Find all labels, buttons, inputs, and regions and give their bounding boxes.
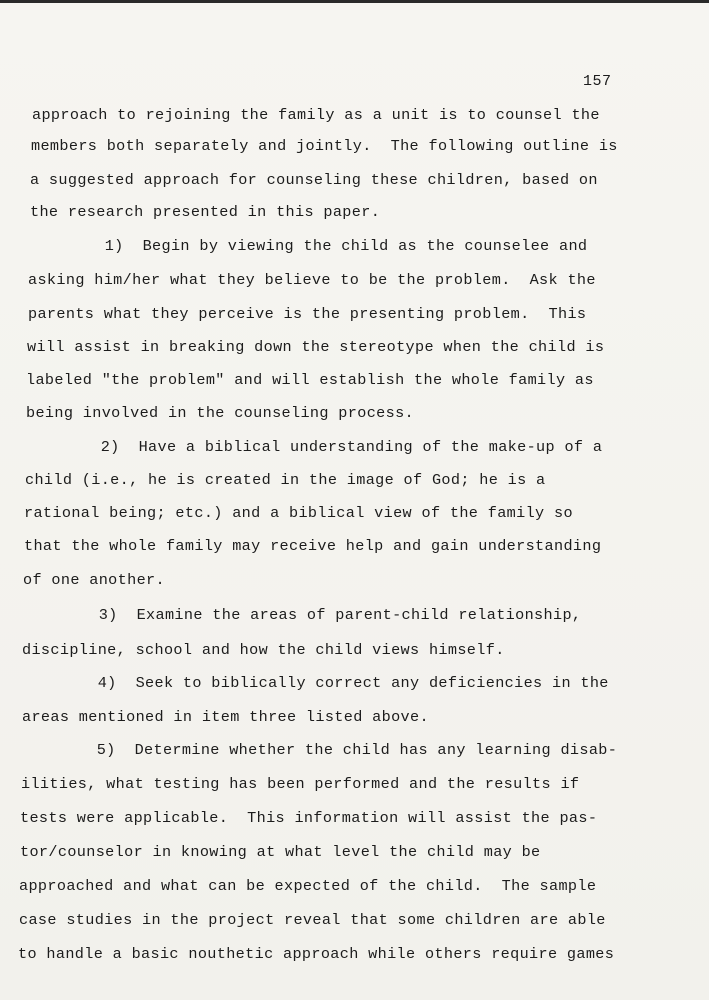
- text-line: rational being; etc.) and a biblical view of the family so: [24, 504, 573, 522]
- text-line: ilities, what testing has been performed and the results if: [21, 775, 580, 793]
- text-line: a suggested approach for counseling these children, based on: [30, 171, 598, 189]
- page-top-edge: [0, 0, 709, 3]
- text-line: labeled "the problem" and will establish the whole family as: [26, 371, 594, 389]
- text-line: 5) Determine whether the child has any learning disab-: [21, 741, 618, 759]
- text-line: 1) Begin by viewing the child as the counselee and: [29, 237, 588, 255]
- text-line: approach to rejoining the family as a unit is to counsel the: [32, 106, 600, 124]
- text-line: asking him/her what they believe to be the problem. Ask the: [28, 271, 596, 289]
- text-line: members both separately and jointly. The following outline is: [31, 137, 618, 155]
- text-line: that the whole family may receive help and gain understanding: [24, 537, 602, 555]
- text-line: the research presented in this paper.: [30, 203, 381, 221]
- text-line: being involved in the counseling process.: [26, 404, 415, 422]
- text-line: case studies in the project reveal that some children are able: [19, 911, 606, 929]
- page-number: 157: [583, 73, 612, 90]
- text-line: 3) Examine the areas of parent-child relationship,: [23, 606, 582, 624]
- text-line: discipline, school and how the child views himself.: [22, 641, 505, 659]
- text-line: tor/counselor in knowing at what level the child may be: [20, 843, 541, 861]
- text-line: 4) Seek to biblically correct any deficiencies in the: [22, 674, 609, 692]
- text-line: 2) Have a biblical understanding of the make-up of a: [25, 438, 603, 456]
- text-line: approached and what can be expected of the child. The sample: [19, 877, 597, 895]
- text-line: to handle a basic nouthetic approach while others require games: [18, 945, 615, 963]
- text-line: child (i.e., he is created in the image of God; he is a: [25, 471, 546, 489]
- text-line: of one another.: [23, 571, 165, 589]
- text-line: parents what they perceive is the presenting problem. This: [28, 305, 587, 323]
- text-line: areas mentioned in item three listed above.: [22, 708, 429, 726]
- text-line: tests were applicable. This information will assist the pas-: [20, 809, 598, 827]
- text-line: will assist in breaking down the stereotype when the child is: [27, 338, 605, 356]
